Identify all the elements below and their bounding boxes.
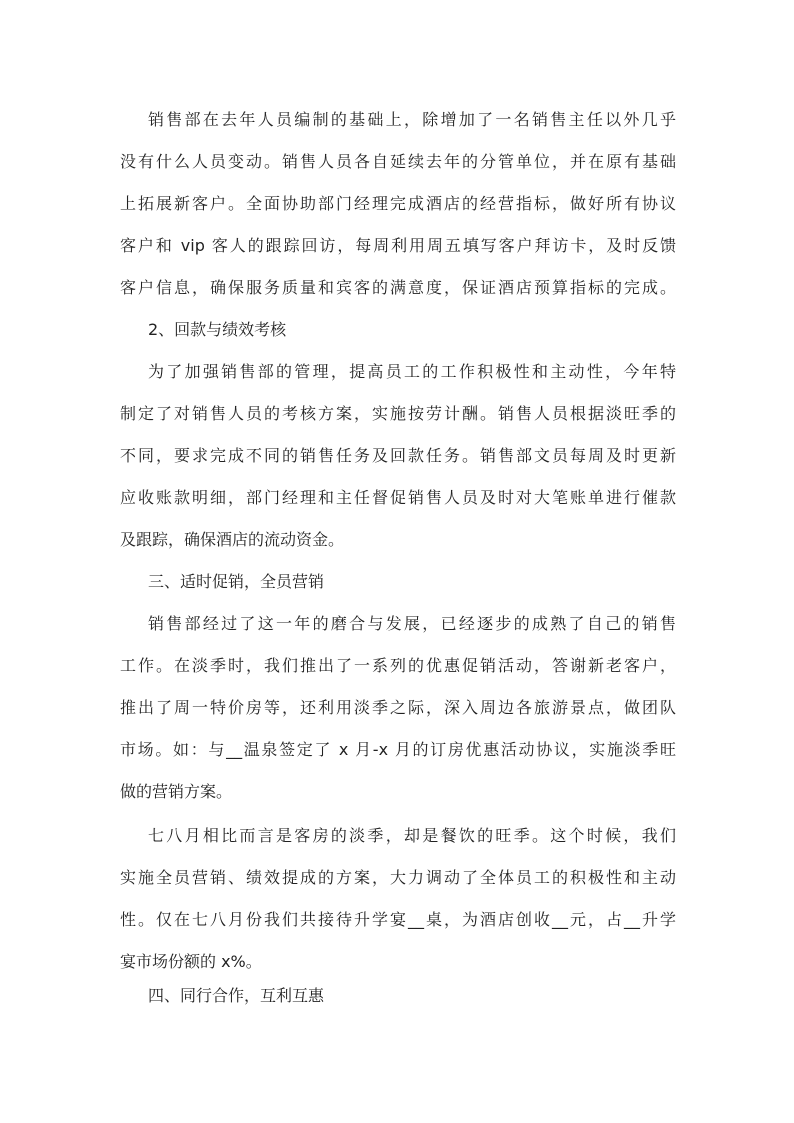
section-heading-2: 2、回款与绩效考核	[148, 320, 287, 339]
paragraph-3-line-3: 推出了周一特价房等，还利用淡季之际，深入周边各旅游景点，做团队	[120, 698, 676, 717]
paragraph-3-line-2: 工作。在淡季时，我们推出了一系列的优惠促销活动，答谢新老客户，	[120, 656, 676, 675]
paragraph-1-line-5: 客户信息，确保服务质量和宾客的满意度，保证酒店预算指标的完成。	[120, 278, 676, 297]
paragraph-1-line-3: 上拓展新客户。全面协助部门经理完成酒店的经营指标，做好所有协议	[120, 194, 676, 213]
section-heading-4: 四、同行合作，互利互惠	[148, 986, 325, 1005]
paragraph-2-line-3: 不同，要求完成不同的销售任务及回款任务。销售部文员每周及时更新	[120, 446, 676, 465]
paragraph-3-line-4: 市场。如：与__温泉签定了 x 月-x 月的订房优惠活动协议，实施淡季旺	[120, 740, 676, 759]
paragraph-3-line-1: 销售部经过了这一年的磨合与发展，已经逐步的成熟了自己的销售	[148, 614, 676, 633]
paragraph-3-line-5: 做的营销方案。	[120, 782, 233, 801]
paragraph-1-line-2: 没有什么人员变动。销售人员各自延续去年的分管单位，并在原有基础	[120, 152, 676, 171]
paragraph-2-line-5: 及跟踪，确保酒店的流动资金。	[120, 530, 345, 549]
paragraph-4-line-4: 宴市场份额的 x%。	[120, 952, 262, 971]
paragraph-2-line-2: 制定了对销售人员的考核方案，实施按劳计酬。销售人员根据淡旺季的	[120, 404, 676, 423]
section-heading-3: 三、适时促销，全员营销	[148, 572, 325, 591]
paragraph-4-line-1: 七八月相比而言是客房的淡季，却是餐饮的旺季。这个时候，我们	[148, 826, 676, 845]
paragraph-4-line-2: 实施全员营销、绩效提成的方案，大力调动了全体员工的积极性和主动	[120, 868, 676, 887]
paragraph-4-line-3: 性。仅在七八月份我们共接待升学宴__桌，为酒店创收__元，占__升学	[120, 910, 676, 929]
paragraph-2-line-1: 为了加强销售部的管理，提高员工的工作积极性和主动性，今年特	[148, 362, 676, 381]
paragraph-1-line-1: 销售部在去年人员编制的基础上，除增加了一名销售主任以外几乎	[148, 110, 676, 129]
paragraph-2-line-4: 应收账款明细，部门经理和主任督促销售人员及时对大笔账单进行催款	[120, 488, 676, 507]
paragraph-1-line-4: 客户和 vip 客人的跟踪回访，每周利用周五填写客户拜访卡，及时反馈	[120, 236, 676, 255]
